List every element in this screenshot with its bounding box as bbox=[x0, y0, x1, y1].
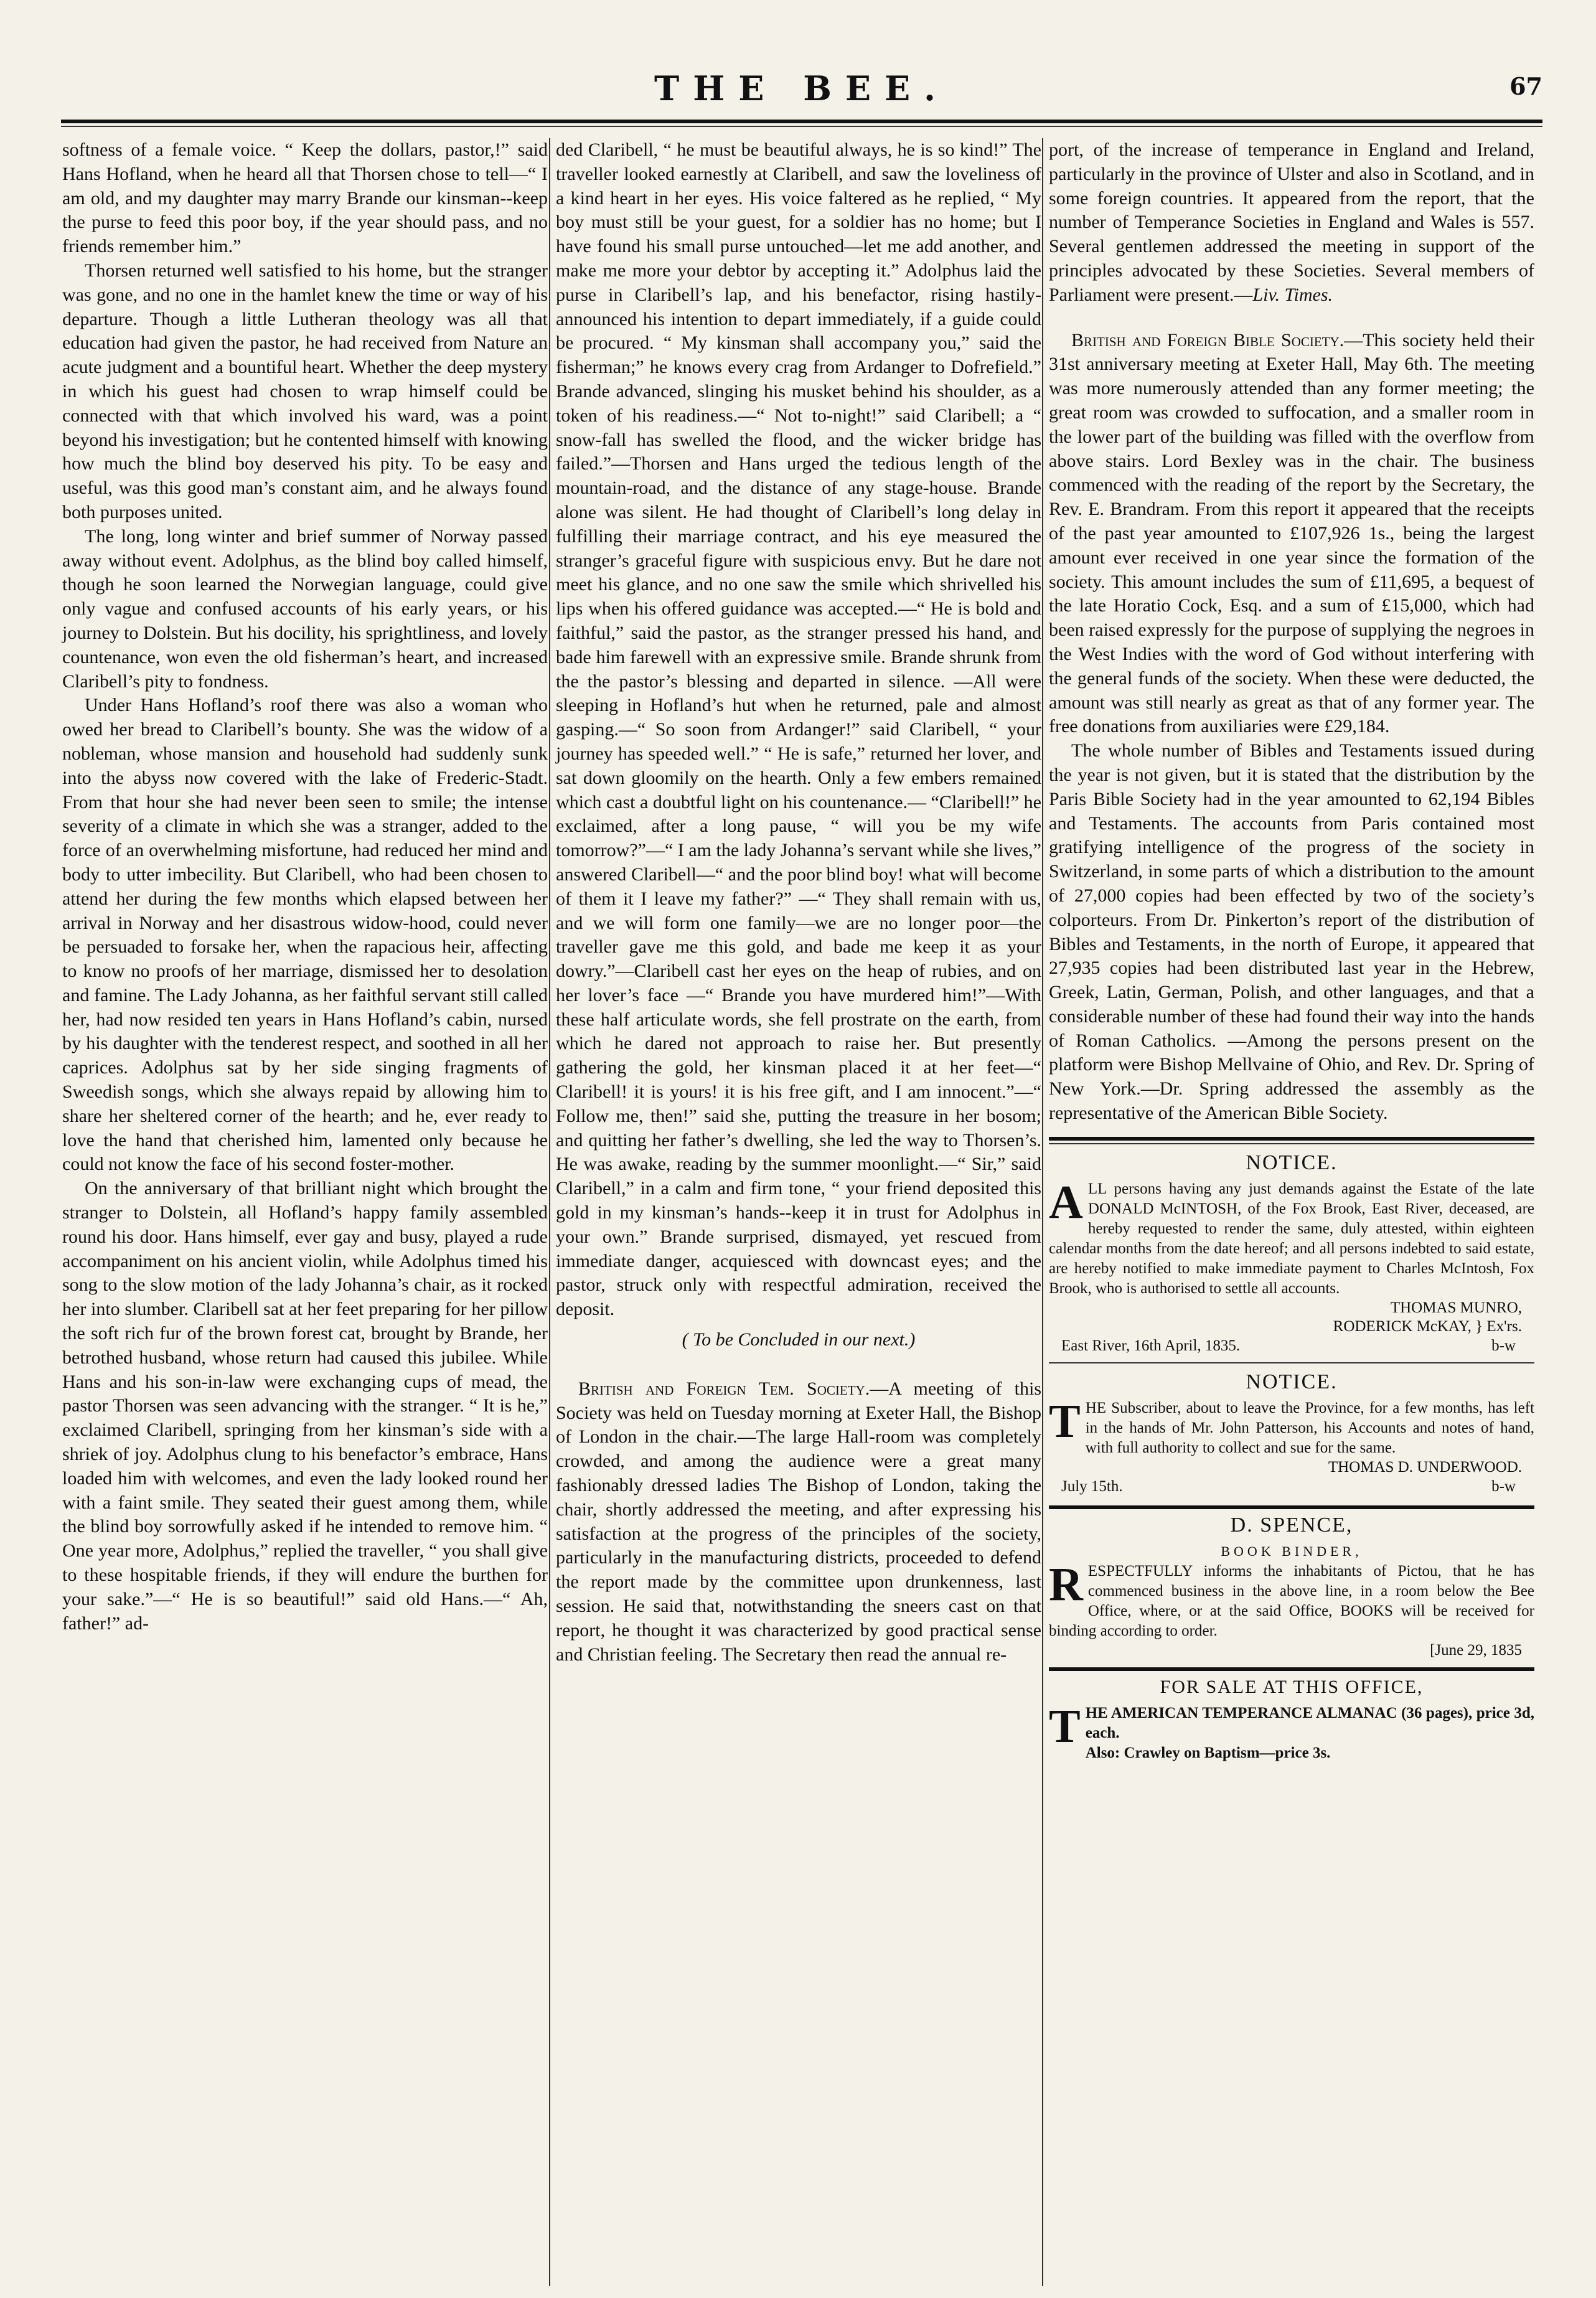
notice-title: NOTICE. bbox=[1246, 1151, 1338, 1174]
article-paragraph bbox=[1049, 329, 1534, 740]
story-paragraph: Thorsen returned well satisfied to his home, but the stranger was gone, and no one in the hamlet knew the time or way of his departure. Though a little Lutheran theology was all that education had given the pastor, he had received from Nature an acute judgment and a bountiful heart. Whether the deep mystery in which his guest had chosen to wrap himself could be connected with that which involved his ward, was a point beyond his investigation; but he contented himself with knowing how much the blind boy deserved his pity. To be easy and useful, was this good man’s constant aim, and he always found both purposes united. bbox=[62, 260, 548, 522]
notice-date: East River, 16th April, 1835. bbox=[1061, 1337, 1241, 1354]
notice-signers bbox=[1049, 1299, 1534, 1336]
notice-title: NOTICE. bbox=[1246, 1370, 1338, 1393]
notice-body bbox=[1049, 1395, 1534, 1458]
drop-cap: A bbox=[1049, 1175, 1083, 1228]
article-text: port, of the increase of temperance in England and Ireland, particularly in the province of Ulster and also in Scotland, and in some foreign countries. It appeared from the report, that the number of Temperance Societies in England and Wales is 557. Several gentlemen addressed the meeting in support of the principles advocated by these Societies. Several members of Parliament were present.— bbox=[1049, 139, 1534, 305]
advert-also: Also: Crawley on Baptism—price 3s. bbox=[1085, 1744, 1331, 1761]
column-1 bbox=[62, 138, 548, 1636]
advert-subtitle: BOOK BINDER, bbox=[1221, 1543, 1363, 1559]
story-paragraph: The long, long winter and brief summer of Norway passed away without event. Adolphus, as the blind boy called himself, though he soon learned the Norwegian language, could give only vague and confused accounts of his early years, or his journey to Dolstein. But his docility, his sprightliness, and lovely countenance, won even the old fisherman’s heart, and increased Claribell’s pity to fondness. bbox=[62, 525, 548, 692]
article-text: —This society held their 31st anniversary meeting at Exeter Hall, May 6th. The meeting was more numerously attended than any former meeting; the great room was crowded to suffocation, and a smaller room in the lower part of the building was filled with the overflow from above stairs. Lord Bexley was in the chair. The business commenced with the reading of the report by the Secretary, the Rev. E. Brandram. From this report it appeared that the receipts of the past year amounted to £107,926 1s., being the largest amount ever received in one year since the formation of the society. This amount includes the sum of £11,695, a bequest of the late Horatio Cock, Esq. and a sum of £15,000, which had been raised expressly for the purpose of supplying the negroes in the West Indies with the word of God without interfering with the general funds of the society. When these were deducted, the amount was still nearly as great as that of any former year. The free donations from auxiliaries were £29,184. bbox=[1049, 329, 1534, 737]
advert-body bbox=[1049, 1558, 1534, 1641]
column-2 bbox=[556, 138, 1041, 1667]
advert-title: D. SPENCE, bbox=[1230, 1513, 1353, 1537]
source-credit: Liv. Times. bbox=[1252, 284, 1333, 305]
section-rule bbox=[1049, 1667, 1534, 1671]
article-paragraph bbox=[1049, 138, 1534, 308]
advert-for-sale bbox=[1049, 1675, 1534, 1763]
advert-text: ESPECTFULLY informs the inhabitants of Pictou, that he has commenced business in the above line, in a room below the Bee Office, where, or at the said Office, BOOKS will be received for binding according to order. bbox=[1049, 1562, 1534, 1639]
story-paragraph: Under Hans Hofland’s roof there was also a woman who owed her bread to Claribell’s bounty. She was the widow of a nobleman, whose mansion and household had suddenly sunk into the abyss now covered with the lake of Frederic-Stadt. From that hour she had never been seen to smile; the intense severity of a climate in which she was a stranger, added to the force of an overwhelming misfortune, had reduced her mind and body to utter imbecility. But Claribell, who had been chosen to attend her during the few months which elapsed between her arrival in Norway and her disastrous widow-hood, could never be persuaded to forsake her, when the rapacious heir, affecting to know no proofs of her marriage, dismissed her to desolation and famine. The Lady Johanna, as her faithful servant still called her, had now resided ten years in Hans Hofland’s cabin, nursed by his daughter with the tenderest respect, and soothed in all her caprices. Adolphus sat by her side singing fragments of Sweedish songs, which she always repaid by allowing him to share her sheltered corner of the hearth; and he, ever ready to love the hand that cherished him, lamented only because he could not know the face of his second foster-mother. bbox=[62, 695, 548, 1175]
to-be-concluded: ( To be Concluded in our next.) bbox=[682, 1329, 916, 1350]
signer: RODERICK McKAY, } Ex'rs. bbox=[1333, 1317, 1522, 1335]
advert-date: [June 29, 1835 bbox=[1430, 1641, 1522, 1659]
article-heading: British and Foreign Bible Society. bbox=[1071, 329, 1345, 351]
column-3 bbox=[1049, 138, 1534, 1763]
notice-text: LL persons having any just demands against the Estate of the late DONALD McINTOSH, of the Fox Brook, East River, deceased, are hereby requested to render the same, duly attested, within eighteen calendar months from the date hereof; and all persons indebted to said estate, are hereby notified to make immediate payment to Charles McIntosh, Fox Brook, who is authorised to settle all accounts. bbox=[1049, 1180, 1534, 1297]
notice-dateline bbox=[1049, 1477, 1534, 1497]
advert-text: HE AMERICAN TEMPERANCE ALMANAC (36 pages), price 3d, each. bbox=[1085, 1704, 1534, 1741]
notice-date: July 15th. bbox=[1061, 1477, 1123, 1495]
story-paragraph: softness of a female voice. “ Keep the dollars, pastor,!” said Hans Hofland, when he heard all that Thorsen chose to tell—“ I am old, and my daughter may marry Brande our kinsman--keep the purse to feed this poor boy, if the year should pass, and no friends remember him.” bbox=[62, 139, 548, 257]
article-heading: British and Foreign Tem. Society. bbox=[578, 1378, 870, 1399]
section-rule-thin bbox=[1049, 1362, 1534, 1363]
article-paragraph: The whole number of Bibles and Testaments issued during the year is not given, but it is stated that the distribution by the Paris Bible Society had in the year amounted to 62,194 Bibles and Testaments. The accounts from Paris contained most gratifying intelligence of the progress of the society in Switzerland, in some parts of which a distribution to the amount of 27,000 copies had been effected by two of the society’s colporteurs. From Dr. Pinkerton’s report of the distribution of Bibles and Testaments, in the north of Europe, it appeared that 27,935 copies had been distributed last year in the Hebrew, Greek, Latin, German, Polish, and other languages, and that a considerable number of these had found their way into the hands of Roman Catholics. —Among the persons present on the platform were Bishop Mellvaine of Ohio, and Rev. Dr. Spring of New York.—Dr. Spring addressed the assembly as the representative of the American Bible Society. bbox=[1049, 740, 1534, 1124]
notice-text: HE Subscriber, about to leave the Province, for a few months, has left in the hands of Mr. John Patterson, his Accounts and notes of hand, with full authority to collect and sue for the same. bbox=[1085, 1399, 1534, 1456]
advert-book-binder bbox=[1049, 1513, 1534, 1660]
drop-cap: T bbox=[1049, 1700, 1081, 1753]
article-paragraph bbox=[556, 1377, 1041, 1667]
signer-role: Ex'rs. bbox=[1486, 1317, 1522, 1335]
notice-code: b-w bbox=[1491, 1477, 1516, 1495]
signer: THOMAS MUNRO, bbox=[1390, 1299, 1522, 1316]
drop-cap: T bbox=[1049, 1395, 1081, 1448]
column-divider bbox=[1042, 138, 1043, 2286]
section-rule bbox=[1049, 1505, 1534, 1509]
advert-title: FOR SALE AT THIS OFFICE, bbox=[1160, 1676, 1424, 1697]
notice-estate bbox=[1049, 1151, 1534, 1356]
notice-signer: THOMAS D. UNDERWOOD. bbox=[1328, 1458, 1522, 1476]
notice-code: b-w bbox=[1491, 1337, 1516, 1354]
article-text: —A meeting of this Society was held on Tuesday morning at Exeter Hall, the Bishop of London in the chair.—The large Hall-room was completely crowded, and among the audience were a great many fashionably dressed ladies The Bishop of London, taking the chair, shortly addressed the meeting, and after expressing his satisfaction at the progress of the principles of the society, particularly in the manufacturing districts, proceeded to defend the report made by the committee upon drunkenness, last session. He said that, notwithstanding the sneers cast on that report, he thought it was characterized by good practical sense and Christian feeling. The Secretary then read the annual re- bbox=[556, 1378, 1042, 1665]
newspaper-title: THE BEE. bbox=[654, 68, 949, 108]
notice-subscriber bbox=[1049, 1370, 1534, 1497]
notice-body bbox=[1049, 1175, 1534, 1299]
notice-dateline bbox=[1049, 1336, 1534, 1356]
section-rule-thin bbox=[1049, 1143, 1534, 1144]
page-number: 67 bbox=[1509, 72, 1542, 100]
story-paragraph: ded Claribell, “ he must be beautiful always, he is so kind!” The traveller looked earnestly at Claribell, and saw the loveliness of a kind heart in her eyes. His voice faltered as he replied, “ My boy must still be your guest, for a soldier has no home; but I have found his small purse untouched—let me add another, and make me more your debtor by accepting it.” Adolphus laid the purse in Claribell’s lap, and his benefactor, rising hastily-announced his intention to depart immediately, if a guide could be procured. “ My kinsman shall accompany you,” said the fisherman;” he knows every crag from Ardanger to Dofrefield.” Brande advanced, slinging his musket behind his shoulder, as a token of his readiness.—“ Not to-night!” said Claribell; a “ snow-fall has swelled the flood, and the wicker bridge has failed.”—Thorsen and Hans urged the tedious length of the mountain-road, and the distance of any stage-house. Brande alone was silent. He had thought of Claribell’s long delay in fulfilling their marriage contract, and his eye measured the stranger’s graceful figure with suspicious envy. But he dare not meet his glance, and no one saw the smile which shrivelled his lips when his offered guidance was accepted.—“ He is bold and faithful,” said the pastor, as the stranger pressed his hand, and bade him farewell with an expressive smile. Brande shrunk from the the pastor’s blessing and departed in silence. —All were sleeping in Hofland’s hut when he returned, pale and almost gasping.—“ So soon from Ardanger!” said Claribell, “ your journey has speeded well.” “ He is safe,” returned her lover, and sat down gloomily on the hearth. Only a few embers remained which cast a doubtful light on his countenance.— “Claribell!” he exclaimed, after a long pause, “ will you be my wife tomorrow?”—“ I am the lady Johanna’s servant while she lives,” answered Claribell—“ and the poor blind boy! what will become of them it I leave my father?” —“ They shall remain with us, and we will form one family—we are no longer poor—the traveller gave me this gold, and bade me keep it as your dowry.”—Claribell cast her eyes on the heap of rubies, and on her lover’s face —“ Brande you have murdered him!”—With these half articulate words, she fell prostrate on the earth, from which he dared not approach to raise her. But presently gathering the gold, her kinsman placed it at her feet—“ Claribell! it is yours! it is his free gift, and I am innocent.”—“ Follow me, then!” said she, putting the treasure in her bosom; and quitting her father’s dwelling, she led the way to Thorsen’s. He was awake, reading by the summer moonlight.—“ Sir,” said Claribell,” in a calm and firm tone, “ your friend deposited this gold in my kinsman’s hands--keep it in trust for Adolphus in your own.” Brande surprised, dismayed, yet rescued from immediate danger, acquiesced with downcast eyes; and the pastor, struck only with respectful admiration, received the deposit. bbox=[556, 139, 1041, 1320]
masthead-rule-thin bbox=[61, 126, 1542, 127]
story-paragraph: On the anniversary of that brilliant night which brought the stranger to Dolstein, all Hofland’s happy family assembled round his door. Hans himself, ever gay and busy, played a rude accompaniment on his ancient violin, while Adolphus timed his song to the slow motion of the lady Johanna’s chair, as it rocked her into slumber. Claribell sat at her feet preparing for her pillow the soft rich fur of the brown forest cat, brought by Brande, her betrothed husband, whose return had caused this jubilee. While Hans and his son-in-law were exchanging cups of mead, the pastor Thorsen was seen advancing with the stranger. “ It is he,” exclaimed Claribell, springing from her kinsman’s side with a shriek of joy. Adolphus clung to his benefactor’s embrace, Hans loaded him with welcomes, and even the lady looked round her with a faint smile. They seated their guest among them, while the blind boy sorrowfully asked if he intended to remove him. “ One year more, Adolphus,” replied the traveller, “ you shall give to these hospitable friends, if they will endure the burthen for your sake.”—“ He is so beautiful!” said old Hans.—“ Ah, father!” ad- bbox=[62, 1178, 548, 1634]
section-rule bbox=[1049, 1137, 1534, 1141]
masthead-rule bbox=[61, 120, 1542, 123]
masthead bbox=[61, 68, 1542, 118]
column-divider bbox=[549, 138, 550, 2286]
drop-cap: R bbox=[1049, 1558, 1083, 1611]
